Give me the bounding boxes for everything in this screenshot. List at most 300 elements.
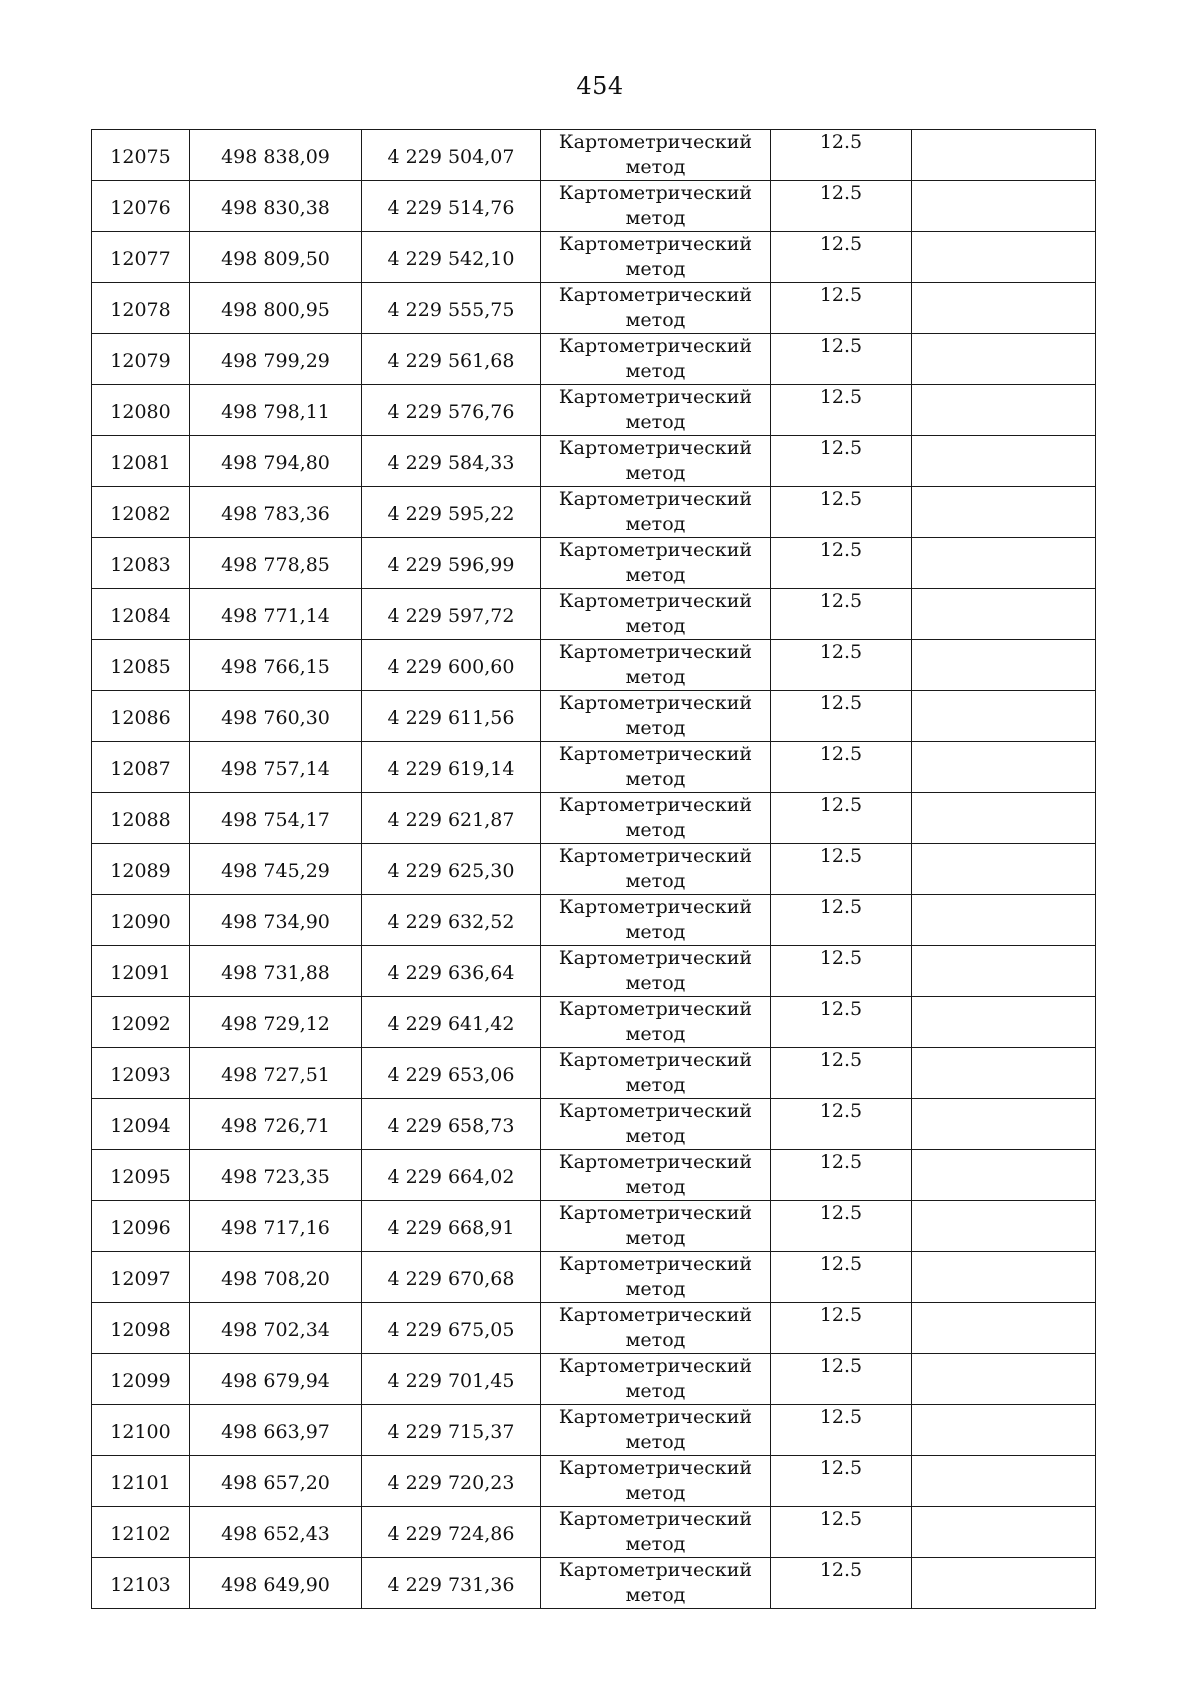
x-coordinate: 498 783,36 <box>221 502 330 525</box>
point-id-cell <box>92 538 190 589</box>
x-coordinate-cell <box>190 691 362 742</box>
point-id: 12082 <box>110 502 171 525</box>
precision-cell: 12.5 <box>771 589 912 640</box>
precision-cell: 12.5 <box>771 385 912 436</box>
method-cell <box>541 1150 771 1201</box>
method-cell <box>541 1558 771 1609</box>
method-line1: Картометрический <box>558 947 753 969</box>
point-id: 12099 <box>110 1369 171 1392</box>
method-cell <box>541 1405 771 1456</box>
x-coordinate-cell <box>190 538 362 589</box>
point-id-cell <box>92 1303 190 1354</box>
method-line2: метод <box>625 411 686 433</box>
point-id: 12083 <box>110 553 171 576</box>
note-cell <box>912 1405 1096 1456</box>
table-row <box>92 385 1096 436</box>
method-cell <box>541 1354 771 1405</box>
note-cell <box>912 334 1096 385</box>
note-cell <box>912 589 1096 640</box>
table-row <box>92 895 1096 946</box>
method-cell <box>541 691 771 742</box>
y-coordinate-cell <box>362 1456 541 1507</box>
table-row <box>92 436 1096 487</box>
precision-cell: 12.5 <box>771 538 912 589</box>
point-id-cell <box>92 385 190 436</box>
method-cell <box>541 640 771 691</box>
method-line1: Картометрический <box>558 1202 753 1224</box>
precision-cell: 12.5 <box>771 130 912 181</box>
table-row <box>92 232 1096 283</box>
method-line2: метод <box>625 1329 686 1351</box>
method-line2: метод <box>625 717 686 739</box>
point-id: 12075 <box>110 145 171 168</box>
x-coordinate: 498 766,15 <box>221 655 330 678</box>
method-line2: метод <box>625 1227 686 1249</box>
x-coordinate-cell <box>190 1456 362 1507</box>
y-coordinate: 4 229 542,10 <box>387 247 515 270</box>
precision-cell: 12.5 <box>771 283 912 334</box>
point-id: 12085 <box>110 655 171 678</box>
method-line2: метод <box>625 870 686 892</box>
precision-cell: 12.5 <box>771 1354 912 1405</box>
y-coordinate: 4 229 597,72 <box>387 604 515 627</box>
y-coordinate-cell <box>362 1507 541 1558</box>
x-coordinate-cell <box>190 130 362 181</box>
y-coordinate-cell <box>362 1252 541 1303</box>
page-number: 454 <box>576 72 624 100</box>
note-cell <box>912 742 1096 793</box>
x-coordinate: 498 757,14 <box>221 757 330 780</box>
table-row <box>92 691 1096 742</box>
x-coordinate: 498 729,12 <box>221 1012 330 1035</box>
y-coordinate-cell <box>362 997 541 1048</box>
method-line1: Картометрический <box>558 1508 753 1530</box>
point-id-cell <box>92 1150 190 1201</box>
point-id-cell <box>92 436 190 487</box>
x-coordinate-cell <box>190 1252 362 1303</box>
precision-cell: 12.5 <box>771 1507 912 1558</box>
x-coordinate: 498 717,16 <box>221 1216 330 1239</box>
method-cell <box>541 436 771 487</box>
table-row <box>92 1201 1096 1252</box>
point-id-cell <box>92 844 190 895</box>
method-cell <box>541 742 771 793</box>
note-cell <box>912 1303 1096 1354</box>
x-coordinate-cell <box>190 385 362 436</box>
method-line2: метод <box>625 972 686 994</box>
table-row <box>92 946 1096 997</box>
point-id: 12078 <box>110 298 171 321</box>
method-cell <box>541 793 771 844</box>
method-cell <box>541 283 771 334</box>
note-cell <box>912 640 1096 691</box>
note-cell <box>912 130 1096 181</box>
x-coordinate-cell <box>190 1099 362 1150</box>
point-id-cell <box>92 1048 190 1099</box>
precision-cell: 12.5 <box>771 691 912 742</box>
table-row <box>92 1303 1096 1354</box>
precision-cell: 12.5 <box>771 793 912 844</box>
note-cell <box>912 1048 1096 1099</box>
method-line1: Картометрический <box>558 131 753 153</box>
method-line1: Картометрический <box>558 1304 753 1326</box>
method-line1: Картометрический <box>558 539 753 561</box>
y-coordinate: 4 229 636,64 <box>387 961 515 984</box>
x-coordinate: 498 760,30 <box>221 706 330 729</box>
x-coordinate: 498 734,90 <box>221 910 330 933</box>
method-line2: метод <box>625 1431 686 1453</box>
x-coordinate: 498 798,11 <box>221 400 330 423</box>
method-line2: метод <box>625 360 686 382</box>
x-coordinate: 498 726,71 <box>221 1114 330 1137</box>
y-coordinate-cell <box>362 589 541 640</box>
y-coordinate-cell <box>362 1303 541 1354</box>
precision-cell: 12.5 <box>771 232 912 283</box>
x-coordinate-cell <box>190 1303 362 1354</box>
y-coordinate-cell <box>362 334 541 385</box>
x-coordinate: 498 800,95 <box>221 298 330 321</box>
x-coordinate-cell <box>190 1507 362 1558</box>
y-coordinate-cell <box>362 742 541 793</box>
method-cell <box>541 895 771 946</box>
method-line1: Картометрический <box>558 488 753 510</box>
y-coordinate: 4 229 670,68 <box>387 1267 515 1290</box>
table-row <box>92 1099 1096 1150</box>
method-cell <box>541 538 771 589</box>
table-row <box>92 181 1096 232</box>
method-line1: Картометрический <box>558 335 753 357</box>
table-row <box>92 1558 1096 1609</box>
y-coordinate-cell <box>362 895 541 946</box>
point-id: 12089 <box>110 859 171 882</box>
method-cell <box>541 1252 771 1303</box>
precision-cell: 12.5 <box>771 334 912 385</box>
x-coordinate: 498 778,85 <box>221 553 330 576</box>
note-cell <box>912 997 1096 1048</box>
note-cell <box>912 1456 1096 1507</box>
note-cell <box>912 436 1096 487</box>
method-cell <box>541 1048 771 1099</box>
precision-cell: 12.5 <box>771 1303 912 1354</box>
point-id: 12094 <box>110 1114 171 1137</box>
point-id-cell <box>92 742 190 793</box>
y-coordinate: 4 229 595,22 <box>387 502 515 525</box>
method-line1: Картометрический <box>558 1355 753 1377</box>
note-cell <box>912 946 1096 997</box>
y-coordinate: 4 229 600,60 <box>387 655 515 678</box>
x-coordinate-cell <box>190 1405 362 1456</box>
method-line1: Картометрический <box>558 1559 753 1581</box>
point-id-cell <box>92 946 190 997</box>
x-coordinate: 498 702,34 <box>221 1318 330 1341</box>
method-line1: Картометрический <box>558 1406 753 1428</box>
table-row <box>92 1048 1096 1099</box>
note-cell <box>912 895 1096 946</box>
note-cell <box>912 181 1096 232</box>
point-id: 12100 <box>110 1420 171 1443</box>
precision-cell: 12.5 <box>771 1201 912 1252</box>
x-coordinate-cell <box>190 1354 362 1405</box>
note-cell <box>912 487 1096 538</box>
note-cell <box>912 1150 1096 1201</box>
point-id: 12087 <box>110 757 171 780</box>
y-coordinate: 4 229 621,87 <box>387 808 515 831</box>
point-id-cell <box>92 1354 190 1405</box>
x-coordinate: 498 652,43 <box>221 1522 330 1545</box>
x-coordinate: 498 727,51 <box>221 1063 330 1086</box>
method-line2: метод <box>625 1023 686 1045</box>
x-coordinate: 498 745,29 <box>221 859 330 882</box>
note-cell <box>912 1201 1096 1252</box>
point-id-cell <box>92 283 190 334</box>
method-line2: метод <box>625 462 686 484</box>
point-id-cell <box>92 1201 190 1252</box>
x-coordinate: 498 830,38 <box>221 196 330 219</box>
point-id: 12095 <box>110 1165 171 1188</box>
table-row <box>92 742 1096 793</box>
note-cell <box>912 1099 1096 1150</box>
y-coordinate: 4 229 675,05 <box>387 1318 515 1341</box>
y-coordinate: 4 229 561,68 <box>387 349 515 372</box>
note-cell <box>912 385 1096 436</box>
y-coordinate: 4 229 715,37 <box>387 1420 515 1443</box>
point-id: 12088 <box>110 808 171 831</box>
x-coordinate-cell <box>190 1558 362 1609</box>
method-line1: Картометрический <box>558 590 753 612</box>
point-id: 12103 <box>110 1573 171 1596</box>
method-line2: метод <box>625 564 686 586</box>
x-coordinate-cell <box>190 640 362 691</box>
x-coordinate: 498 723,35 <box>221 1165 330 1188</box>
method-line2: метод <box>625 1584 686 1606</box>
point-id-cell <box>92 691 190 742</box>
y-coordinate: 4 229 504,07 <box>387 145 515 168</box>
precision-cell: 12.5 <box>771 436 912 487</box>
method-line1: Картометрический <box>558 692 753 714</box>
point-id: 12101 <box>110 1471 171 1494</box>
x-coordinate-cell <box>190 589 362 640</box>
method-line1: Картометрический <box>558 182 753 204</box>
method-line1: Картометрический <box>558 386 753 408</box>
table-row <box>92 1354 1096 1405</box>
method-line2: метод <box>625 1176 686 1198</box>
point-id: 12097 <box>110 1267 171 1290</box>
precision-cell: 12.5 <box>771 844 912 895</box>
precision-cell: 12.5 <box>771 1456 912 1507</box>
method-line2: метод <box>625 1380 686 1402</box>
method-line1: Картометрический <box>558 641 753 663</box>
y-coordinate-cell <box>362 1558 541 1609</box>
point-id-cell <box>92 589 190 640</box>
method-line2: метод <box>625 156 686 178</box>
note-cell <box>912 232 1096 283</box>
y-coordinate-cell <box>362 691 541 742</box>
table-row <box>92 130 1096 181</box>
point-id-cell <box>92 1252 190 1303</box>
method-cell <box>541 181 771 232</box>
x-coordinate-cell <box>190 283 362 334</box>
method-line2: метод <box>625 819 686 841</box>
table-body <box>92 130 1096 1609</box>
point-id-cell <box>92 895 190 946</box>
y-coordinate: 4 229 632,52 <box>387 910 515 933</box>
y-coordinate-cell <box>362 1354 541 1405</box>
x-coordinate: 498 809,50 <box>221 247 330 270</box>
y-coordinate: 4 229 724,86 <box>387 1522 515 1545</box>
y-coordinate: 4 229 664,02 <box>387 1165 515 1188</box>
precision-cell: 12.5 <box>771 1099 912 1150</box>
point-id: 12077 <box>110 247 171 270</box>
x-coordinate-cell <box>190 1150 362 1201</box>
method-cell <box>541 589 771 640</box>
table-row <box>92 844 1096 895</box>
point-id-cell <box>92 1405 190 1456</box>
method-line2: метод <box>625 1074 686 1096</box>
x-coordinate: 498 679,94 <box>221 1369 330 1392</box>
point-id: 12091 <box>110 961 171 984</box>
point-id-cell <box>92 487 190 538</box>
point-id-cell <box>92 997 190 1048</box>
y-coordinate: 4 229 555,75 <box>387 298 515 321</box>
y-coordinate: 4 229 514,76 <box>387 196 515 219</box>
point-id-cell <box>92 181 190 232</box>
precision-cell: 12.5 <box>771 1048 912 1099</box>
method-cell <box>541 385 771 436</box>
y-coordinate-cell <box>362 844 541 895</box>
method-line2: метод <box>625 309 686 331</box>
y-coordinate: 4 229 653,06 <box>387 1063 515 1086</box>
point-id: 12076 <box>110 196 171 219</box>
method-cell <box>541 1201 771 1252</box>
note-cell <box>912 793 1096 844</box>
x-coordinate: 498 708,20 <box>221 1267 330 1290</box>
method-line1: Картометрический <box>558 1457 753 1479</box>
point-id-cell <box>92 1456 190 1507</box>
y-coordinate-cell <box>362 283 541 334</box>
point-id: 12080 <box>110 400 171 423</box>
note-cell <box>912 691 1096 742</box>
y-coordinate-cell <box>362 130 541 181</box>
x-coordinate-cell <box>190 844 362 895</box>
y-coordinate: 4 229 668,91 <box>387 1216 515 1239</box>
method-line2: метод <box>625 207 686 229</box>
point-id: 12079 <box>110 349 171 372</box>
method-cell <box>541 997 771 1048</box>
method-line1: Картометрический <box>558 1049 753 1071</box>
point-id: 12102 <box>110 1522 171 1545</box>
x-coordinate-cell <box>190 487 362 538</box>
point-id: 12090 <box>110 910 171 933</box>
method-cell <box>541 844 771 895</box>
precision-cell: 12.5 <box>771 487 912 538</box>
x-coordinate-cell <box>190 1201 362 1252</box>
method-line1: Картометрический <box>558 794 753 816</box>
x-coordinate-cell <box>190 895 362 946</box>
note-cell <box>912 283 1096 334</box>
method-cell <box>541 1099 771 1150</box>
x-coordinate: 498 838,09 <box>221 145 330 168</box>
table-row <box>92 283 1096 334</box>
y-coordinate-cell <box>362 487 541 538</box>
method-line2: метод <box>625 615 686 637</box>
point-id: 12092 <box>110 1012 171 1035</box>
y-coordinate-cell <box>362 181 541 232</box>
method-line2: метод <box>625 1278 686 1300</box>
method-line1: Картометрический <box>558 437 753 459</box>
point-id-cell <box>92 793 190 844</box>
precision-cell: 12.5 <box>771 1405 912 1456</box>
point-id-cell <box>92 1099 190 1150</box>
precision-cell: 12.5 <box>771 181 912 232</box>
method-line2: метод <box>625 1125 686 1147</box>
method-cell <box>541 334 771 385</box>
y-coordinate-cell <box>362 436 541 487</box>
x-coordinate-cell <box>190 742 362 793</box>
y-coordinate: 4 229 619,14 <box>387 757 515 780</box>
table-row <box>92 589 1096 640</box>
y-coordinate: 4 229 576,76 <box>387 400 515 423</box>
method-cell <box>541 487 771 538</box>
table-row <box>92 640 1096 691</box>
point-id: 12096 <box>110 1216 171 1239</box>
x-coordinate-cell <box>190 436 362 487</box>
y-coordinate-cell <box>362 793 541 844</box>
table-row <box>92 1405 1096 1456</box>
method-line1: Картометрический <box>558 998 753 1020</box>
y-coordinate-cell <box>362 1201 541 1252</box>
method-line1: Картометрический <box>558 896 753 918</box>
y-coordinate-cell <box>362 1150 541 1201</box>
method-cell <box>541 1507 771 1558</box>
method-line2: метод <box>625 666 686 688</box>
point-id: 12081 <box>110 451 171 474</box>
y-coordinate-cell <box>362 640 541 691</box>
coordinates-table <box>91 129 1096 1609</box>
point-id-cell <box>92 334 190 385</box>
method-line1: Картометрический <box>558 233 753 255</box>
x-coordinate-cell <box>190 946 362 997</box>
y-coordinate: 4 229 596,99 <box>387 553 515 576</box>
y-coordinate: 4 229 584,33 <box>387 451 515 474</box>
y-coordinate: 4 229 701,45 <box>387 1369 515 1392</box>
precision-cell: 12.5 <box>771 1150 912 1201</box>
x-coordinate-cell <box>190 181 362 232</box>
x-coordinate-cell <box>190 1048 362 1099</box>
x-coordinate: 498 731,88 <box>221 961 330 984</box>
precision-cell: 12.5 <box>771 1252 912 1303</box>
note-cell <box>912 844 1096 895</box>
point-id-cell <box>92 1507 190 1558</box>
note-cell <box>912 538 1096 589</box>
x-coordinate: 498 657,20 <box>221 1471 330 1494</box>
x-coordinate: 498 649,90 <box>221 1573 330 1596</box>
note-cell <box>912 1252 1096 1303</box>
y-coordinate-cell <box>362 538 541 589</box>
method-cell <box>541 1303 771 1354</box>
x-coordinate: 498 771,14 <box>221 604 330 627</box>
table-row <box>92 1456 1096 1507</box>
point-id-cell <box>92 640 190 691</box>
precision-cell: 12.5 <box>771 997 912 1048</box>
table-row <box>92 487 1096 538</box>
point-id: 12098 <box>110 1318 171 1341</box>
y-coordinate-cell <box>362 1048 541 1099</box>
x-coordinate: 498 799,29 <box>221 349 330 372</box>
method-cell <box>541 1456 771 1507</box>
method-line1: Картометрический <box>558 1253 753 1275</box>
y-coordinate-cell <box>362 385 541 436</box>
method-line1: Картометрический <box>558 743 753 765</box>
